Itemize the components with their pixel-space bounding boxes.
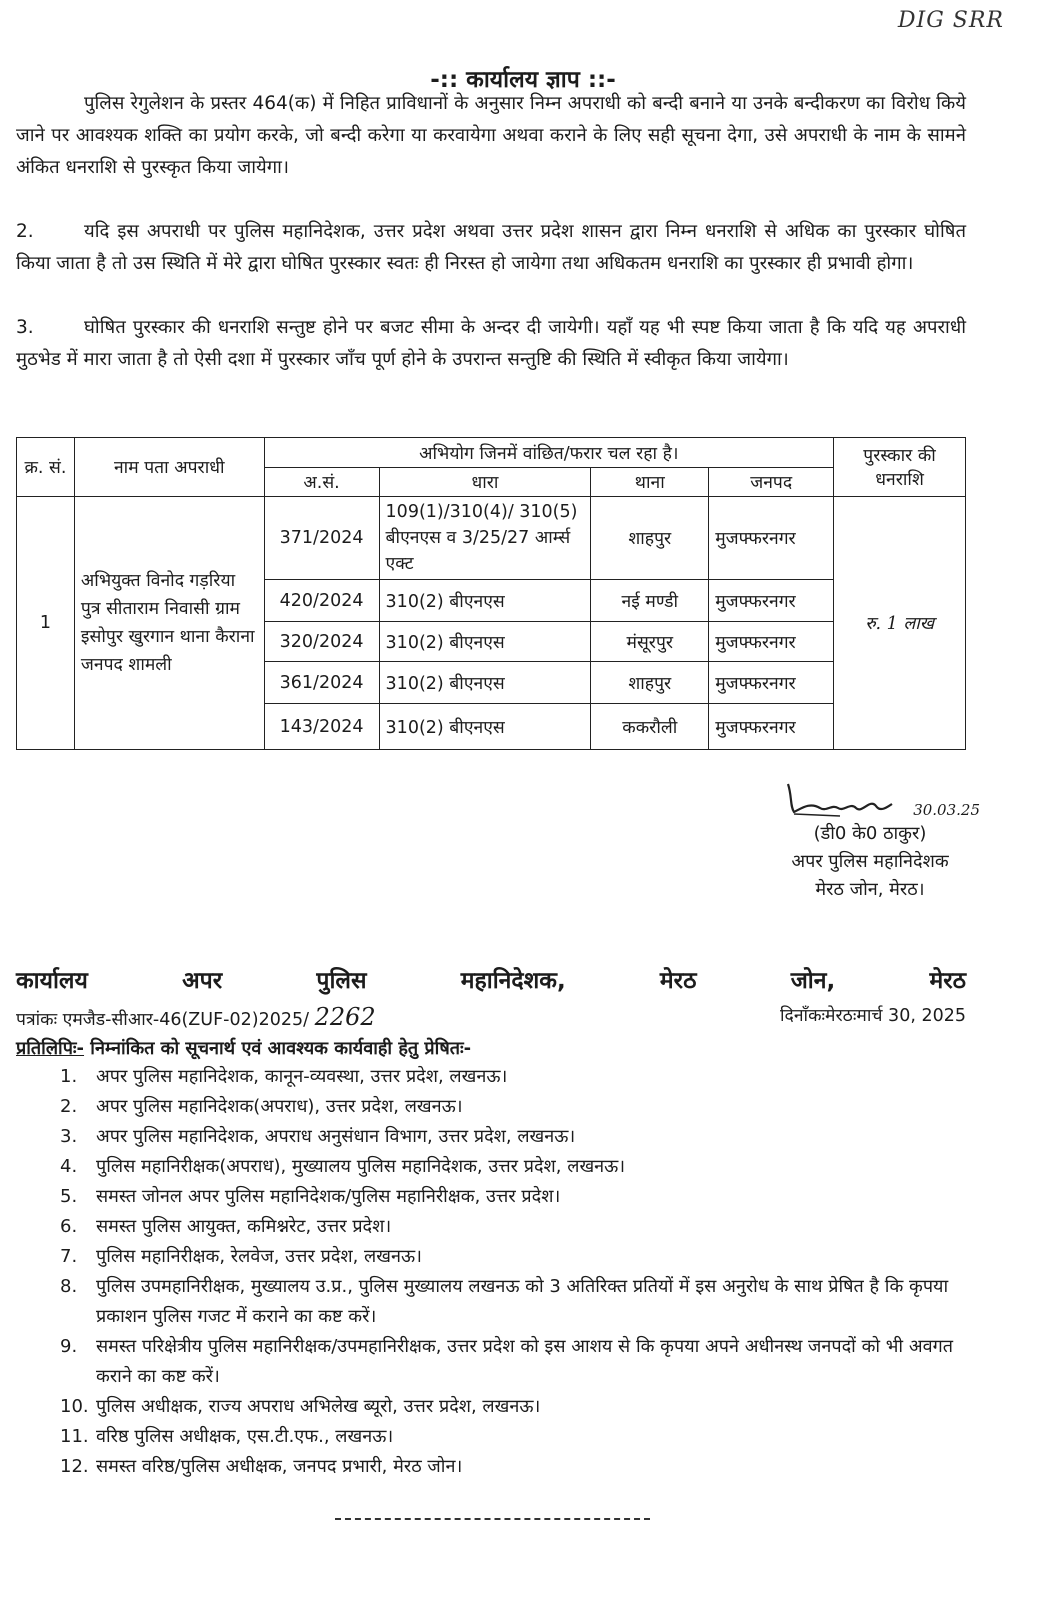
list-item	[60, 1392, 960, 1422]
cell-reward: रु. 1 लाख	[834, 497, 966, 750]
reference-line	[16, 1003, 966, 1031]
office-word: मेरठ	[659, 968, 697, 994]
list-item-number: 8.	[60, 1276, 78, 1297]
list-item-number: 3.	[60, 1126, 78, 1147]
office-word: महानिदेशक,	[460, 968, 566, 994]
cell-sno: 1	[17, 497, 75, 750]
letter-number-handwritten: 2262	[314, 1003, 376, 1031]
list-item-number: 2.	[60, 1096, 78, 1117]
header-sno: क्र. सं.	[17, 438, 75, 497]
cell-police-station: नई मण्डी	[591, 580, 709, 622]
paragraph-3	[16, 312, 966, 376]
table-header-row-1	[17, 438, 966, 468]
list-item-number: 11.	[60, 1426, 89, 1447]
copy-list	[60, 1062, 960, 1482]
list-item-text: समस्त वरिष्ठ/पुलिस अधीक्षक, जनपद प्रभारी, मेरठ जोन।	[96, 1456, 463, 1477]
page-title: -:: कार्यालय ज्ञाप ::-	[430, 67, 616, 93]
header-police-station: थाना	[591, 468, 709, 497]
list-item	[60, 1212, 960, 1242]
list-item-text: वरिष्ठ पुलिस अधीक्षक, एस.टी.एफ., लखनऊ।	[96, 1426, 394, 1447]
letter-number-text: पत्रांकः एमजैड-सीआर-46(ZUF-02)2025/	[16, 1010, 309, 1030]
cell-police-station: शाहपुर	[591, 497, 709, 580]
list-item-text: अपर पुलिस महानिदेशक, अपराध अनुसंधान विभाग, उत्तर प्रदेश, लखनऊ।	[96, 1126, 576, 1147]
paragraph-3-text: घोषित पुरस्कार की धनराशि सन्तुष्ट होने पर बजट सीमा के अन्दर दी जायेगी। यहाँ यह भी स्पष्ट किया जाता है कि यदि यह अपराधी मुठभेड में मारा जाता है तो ऐसी दशा में पुरस्कार जाँच पूर्ण होने के उपरान्त सन्तुष्टि की स्थिति में स्वीकृत किया जायेगा।	[16, 317, 966, 370]
cell-section: 310(2) बीएनएस	[379, 580, 591, 622]
cell-section: 310(2) बीएनएस	[379, 704, 591, 750]
office-word: अपर	[182, 968, 223, 994]
end-divider	[335, 1518, 650, 1520]
list-item-text: समस्त परिक्षेत्रीय पुलिस महानिरीक्षक/उपमहानिरीक्षक, उत्तर प्रदेश को इस आशय से कि कृपया अपने अधीनस्थ जनपदों को भी अवगत कराने का कष्ट करें।	[96, 1336, 953, 1387]
paragraph-3-number: 3.	[16, 317, 34, 338]
letter-date: दिनाँकःमेरठःमार्च 30, 2025	[780, 1006, 966, 1026]
list-item	[60, 1092, 960, 1122]
list-item	[60, 1332, 960, 1392]
office-word: कार्यालय	[16, 968, 88, 994]
list-item	[60, 1272, 960, 1332]
list-item-text: अपर पुलिस महानिदेशक, कानून-व्यवस्था, उत्तर प्रदेश, लखनऊ।	[96, 1066, 508, 1087]
list-item-number: 10.	[60, 1396, 89, 1417]
cell-police-station: मंसूरपुर	[591, 622, 709, 662]
header-reward: पुरस्कार की धनराशि	[834, 438, 966, 497]
cell-case-no: 143/2024	[264, 704, 379, 750]
list-item-text: समस्त पुलिस आयुक्त, कमिश्नरेट, उत्तर प्रदेश।	[96, 1216, 392, 1237]
list-item-number: 6.	[60, 1216, 78, 1237]
copy-heading	[16, 1036, 471, 1060]
cell-case-no: 371/2024	[264, 497, 379, 580]
signatory-designation: अपर पुलिस महानिदेशक	[791, 851, 949, 872]
list-item	[60, 1182, 960, 1212]
cell-police-station: ककरौली	[591, 704, 709, 750]
cell-section: 109(1)/310(4)/ 310(5) बीएनएस व 3/25/27 आर्म्स एक्ट	[379, 497, 591, 580]
list-item	[60, 1122, 960, 1152]
cell-case-no: 361/2024	[264, 662, 379, 704]
header-section: धारा	[379, 468, 591, 497]
cell-section: 310(2) बीएनएस	[379, 662, 591, 704]
cell-case-no: 420/2024	[264, 580, 379, 622]
list-item	[60, 1422, 960, 1452]
paragraph-2	[16, 216, 966, 280]
list-item	[60, 1152, 960, 1182]
paragraph-1-text: पुलिस रेगुलेशन के प्रस्तर 464(क) में निहित प्राविधानों के अनुसार निम्न अपराधी को बन्दी बनाने या उनके बन्दीकरण का विरोध किये जाने पर आवश्यक शक्ति का प्रयोग करके, जो बन्दी करेगा या करवायेगा अथवा कराने के लिए सही सूचना देगा, उसे अपराधी के नाम के सामने अंकित धनराशि से पुरस्कृत किया जायेगा।	[16, 93, 966, 178]
copy-heading-text: निम्नांकित को सूचनार्थ एवं आवश्यक कार्यवाही हेतु प्रेषितः-	[84, 1038, 472, 1059]
cell-district: मुजफ्फरनगर	[709, 704, 834, 750]
signature-date: 30.03.25	[913, 801, 980, 819]
list-item-text: पुलिस अधीक्षक, राज्य अपराध अभिलेख ब्यूरो, उत्तर प्रदेश, लखनऊ।	[96, 1396, 541, 1417]
header-name: नाम पता अपराधी	[74, 438, 264, 497]
list-item	[60, 1062, 960, 1092]
signatory-name: (डी0 के0 ठाकुर)	[813, 823, 927, 844]
paragraph-2-number: 2.	[16, 221, 34, 242]
list-item-number: 1.	[60, 1066, 78, 1087]
list-item	[60, 1242, 960, 1272]
list-item-text: समस्त जोनल अपर पुलिस महानिदेशक/पुलिस महानिरीक्षक, उत्तर प्रदेश।	[96, 1186, 561, 1207]
list-item-number: 7.	[60, 1246, 78, 1267]
office-word: मेरठ	[929, 968, 966, 994]
signatory-location: मेरठ जोन, मेरठ।	[815, 879, 925, 900]
cell-district: मुजफ्फरनगर	[709, 662, 834, 704]
list-item-text: पुलिस महानिरीक्षक, रेलवेज, उत्तर प्रदेश, लखनऊ।	[96, 1246, 422, 1267]
list-item-text: पुलिस महानिरीक्षक(अपराध), मुख्यालय पुलिस महानिदेशक, उत्तर प्रदेश, लखनऊ।	[96, 1156, 626, 1177]
letter-number	[16, 1003, 376, 1031]
cell-police-station: शाहपुर	[591, 662, 709, 704]
copy-heading-label: प्रतिलिपिः-	[16, 1038, 85, 1059]
paragraph-2-text: यदि इस अपराधी पर पुलिस महानिदेशक, उत्तर प्रदेश अथवा उत्तर प्रदेश शासन द्वारा निम्न धनराशि से अधिक का पुरस्कार घोषित किया जाता है तो उस स्थिति में मेरे द्वारा घोषित पुरस्कार स्वतः ही निरस्त हो जायेगा तथा अधिकतम धनराशि का पुरस्कार ही प्रभावी होगा।	[16, 221, 966, 274]
header-district: जनपद	[709, 468, 834, 497]
list-item-number: 9.	[60, 1336, 78, 1357]
list-item-number: 5.	[60, 1186, 78, 1207]
signature-block	[740, 800, 1000, 904]
handwritten-note: DIG SRR	[897, 8, 1004, 33]
cell-accused: अभियुक्त विनोद गड़रिया पुत्र सीताराम निवासी ग्राम इसोपुर खुरगान थाना कैराना जनपद शामली	[74, 497, 264, 750]
cell-case-no: 320/2024	[264, 622, 379, 662]
cell-district: मुजफ्फरनगर	[709, 622, 834, 662]
header-cases-group: अभियोग जिनमें वांछित/फरार चल रहा है।	[264, 438, 834, 468]
office-word: जोन,	[790, 968, 836, 994]
cell-section: 310(2) बीएनएस	[379, 622, 591, 662]
office-line	[16, 963, 966, 995]
cell-district: मुजफ्फरनगर	[709, 497, 834, 580]
header-case-no: अ.सं.	[264, 468, 379, 497]
list-item-number: 12.	[60, 1456, 89, 1477]
office-word: पुलिस	[316, 968, 367, 994]
cell-district: मुजफ्फरनगर	[709, 580, 834, 622]
paragraph-1	[16, 88, 966, 184]
list-item	[60, 1452, 960, 1482]
list-item-number: 4.	[60, 1156, 78, 1177]
table-row	[17, 497, 966, 580]
reward-table	[16, 437, 966, 750]
list-item-text: पुलिस उपमहानिरीक्षक, मुख्यालय उ.प्र., पुलिस मुख्यालय लखनऊ को 3 अतिरिक्त प्रतियों में इस अनुरोध के साथ प्रेषित है कि कृपया प्रकाशन पुलिस गजट में कराने का कष्ट करें।	[96, 1276, 949, 1327]
list-item-text: अपर पुलिस महानिदेशक(अपराध), उत्तर प्रदेश, लखनऊ।	[96, 1096, 463, 1117]
